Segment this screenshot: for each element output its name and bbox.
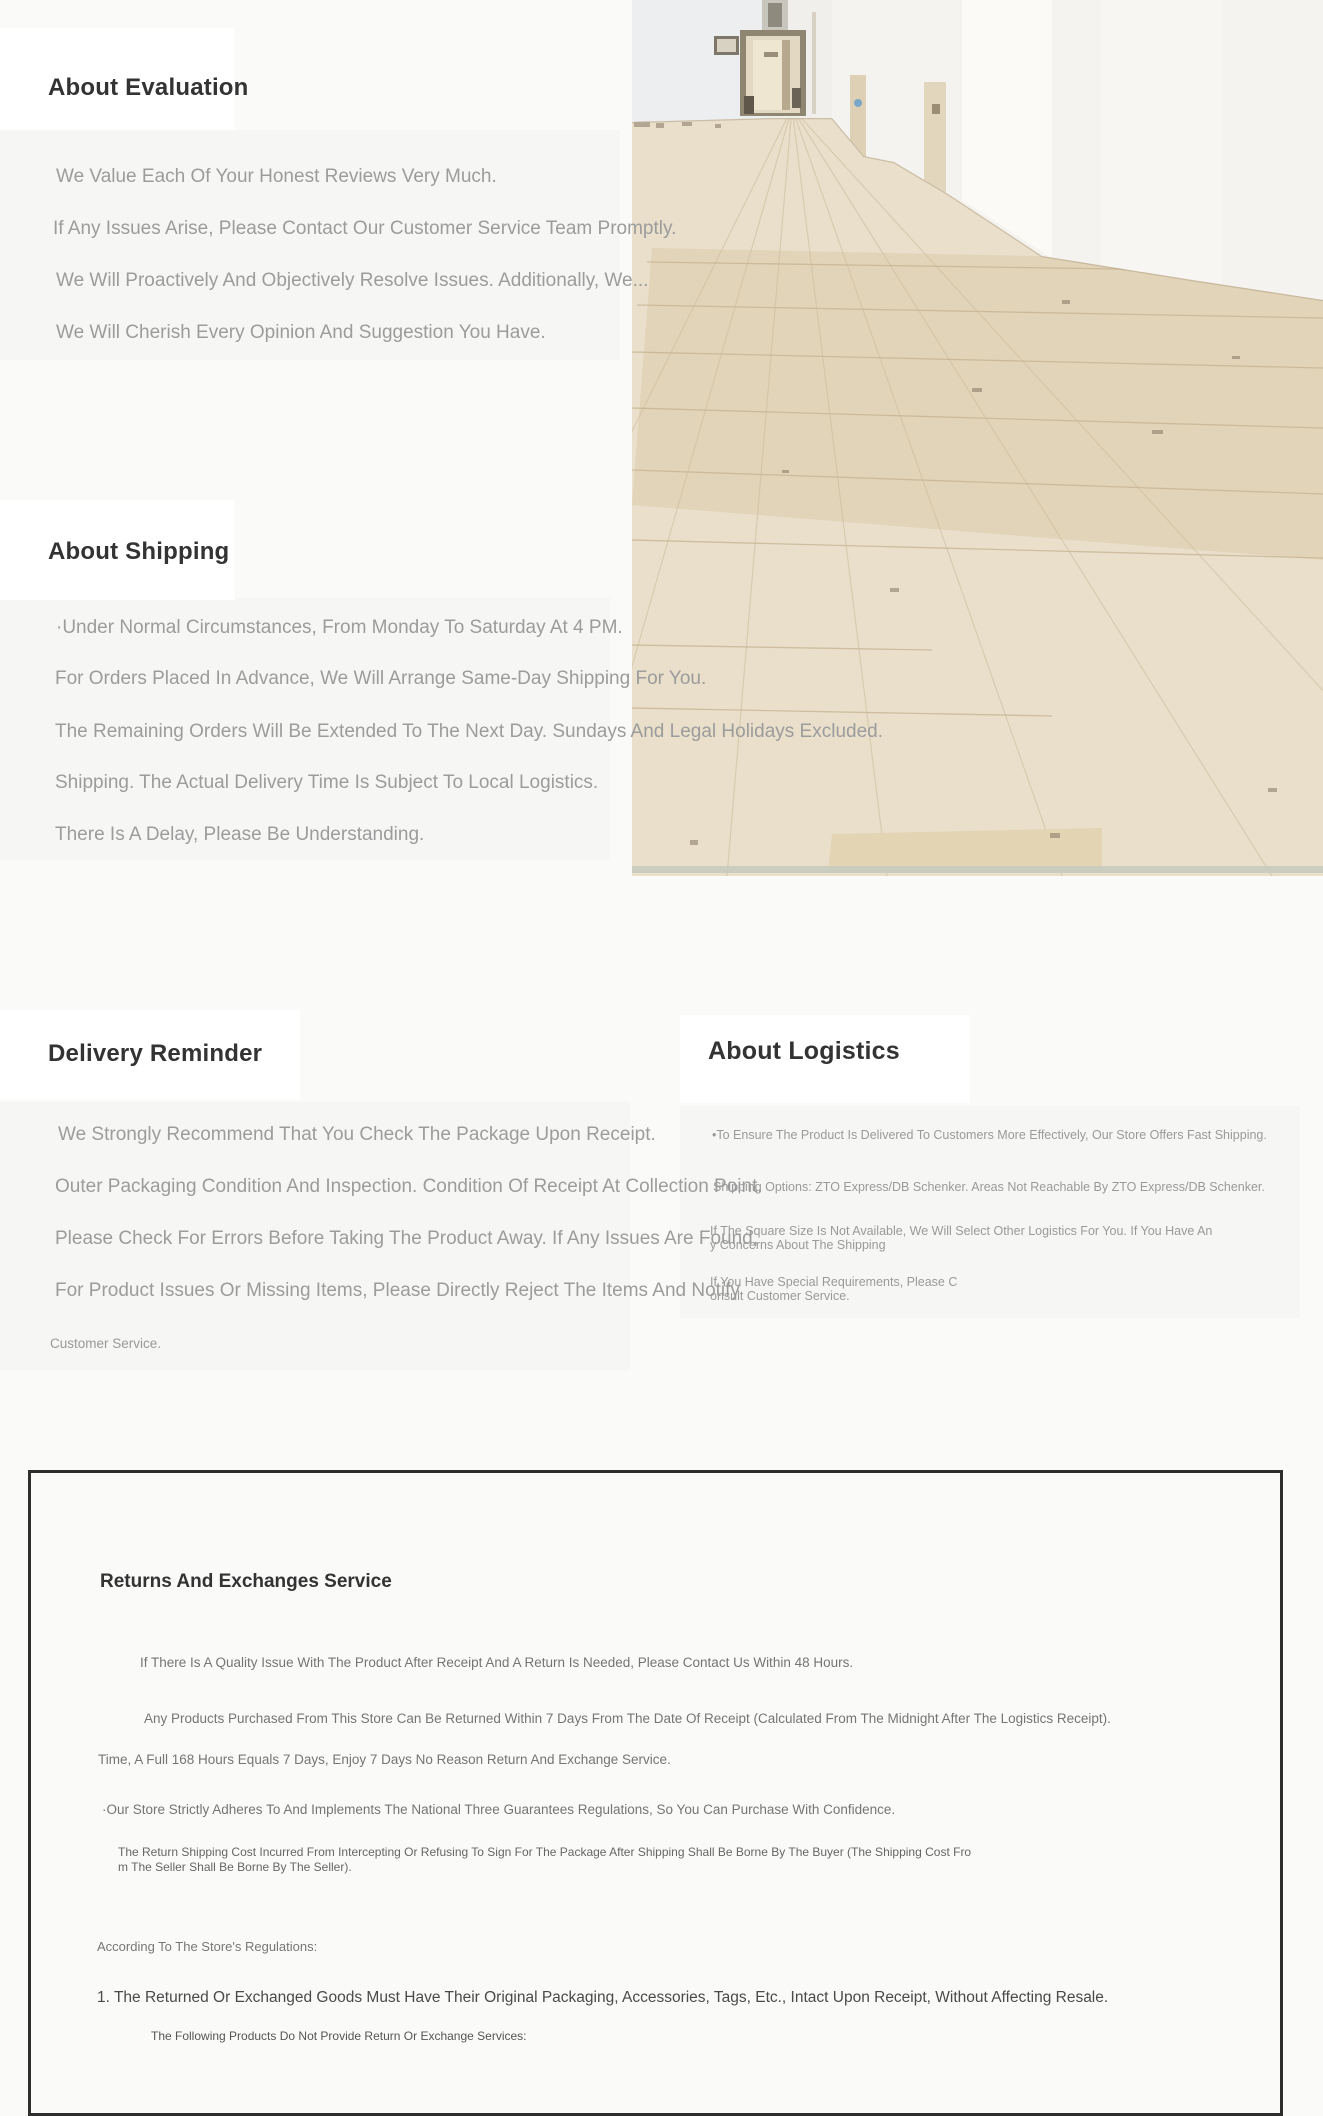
delivery-line: Please Check For Errors Before Taking The Product Away. If Any Issues Are Found, [55, 1228, 758, 1249]
shipping-heading: About Shipping [48, 538, 230, 565]
returns-heading: Returns And Exchanges Service [100, 1571, 392, 1592]
shipping-line: There Is A Delay, Please Be Understanding. [55, 824, 425, 845]
returns-line-5b: m The Seller Shall Be Borne By The Seller). [118, 1860, 352, 1874]
returns-line-8: The Following Products Do Not Provide Return Or Exchange Services: [151, 2029, 527, 2043]
right-wall-pillar-2 [1102, 0, 1222, 284]
evaluation-line: We Will Cherish Every Opinion And Suggestion You Have. [56, 322, 546, 343]
elevator-panel [764, 52, 778, 57]
shipping-line: The Remaining Orders Will Be Extended To The Next Day. Sundays And Legal Holidays Excluded. [55, 721, 883, 742]
shipping-line: Shipping. The Actual Delivery Time Is Subject To Local Logistics. [55, 772, 599, 793]
delivery-line: Outer Packaging Condition And Inspection. Condition Of Receipt At Collection Point. [55, 1176, 763, 1197]
photo-bottom-edge [632, 866, 1323, 873]
logistics-line: •To Ensure The Product Is Delivered To Customers More Effectively, Our Store Offers Fast Shipping. [712, 1128, 1267, 1142]
returns-line-6: According To The Store's Regulations: [97, 1939, 318, 1954]
wall-fixture-core [768, 3, 782, 27]
hallway-photo [632, 0, 1323, 876]
logistics-line: y Concerns About The Shipping [710, 1238, 886, 1252]
evaluation-line: If Any Issues Arise, Please Contact Our Customer Service Team Promptly. [53, 218, 677, 239]
shipping-line: For Orders Placed In Advance, We Will Arrange Same-Day Shipping For You. [55, 668, 707, 689]
returns-line-4: ·Our Store Strictly Adheres To And Implements The National Three Guarantees Regulations, So You Can Purchase With Confidence. [102, 1802, 896, 1817]
returns-box [28, 1470, 1283, 2116]
evaluation-line: We Value Each Of Your Honest Reviews Very Much. [56, 166, 497, 187]
returns-line-5a: The Return Shipping Cost Incurred From Intercepting Or Refusing To Sign For The Package After Shipping Shall Be Borne By The Buyer (The Shipping Cost Fro [118, 1845, 972, 1859]
elevator-door [753, 40, 787, 110]
evaluation-heading: About Evaluation [48, 74, 249, 101]
door-smudge-2 [792, 88, 801, 108]
panel-blue-dot [854, 99, 862, 107]
door-smudge [744, 96, 754, 114]
elevator-door-shadow [782, 40, 790, 110]
panel-mark [932, 104, 940, 114]
logistics-line: Shipping Options: ZTO Express/DB Schenker. Areas Not Reachable By ZTO Express/DB Schenker. [713, 1180, 1265, 1194]
returns-line-7: 1. The Returned Or Exchanged Goods Must Have Their Original Packaging, Accessories, Tags, Etc., Intact Upon Receipt, Without Affecting Resale. [97, 1989, 1109, 2006]
logistics-heading: About Logistics [708, 1037, 900, 1065]
shipping-line: ·Under Normal Circumstances, From Monday To Saturday At 4 PM. [56, 617, 623, 638]
returns-line-3: Time, A Full 168 Hours Equals 7 Days, Enjoy 7 Days No Reason Return And Exchange Service. [98, 1752, 671, 1767]
wall-sign-face [717, 39, 736, 52]
returns-line-1: If There Is A Quality Issue With The Product After Receipt And A Return Is Needed, Please Contact Us Within 48 Hours. [140, 1655, 854, 1670]
logistics-line: onsult Customer Service. [710, 1289, 850, 1303]
floor-strip [828, 828, 1102, 872]
returns-line-2: Any Products Purchased From This Store Can Be Returned Within 7 Days From The Date Of Receipt (Calculated From The Midnight After The Logistics Receipt). [144, 1711, 1111, 1726]
wall-panel-2 [924, 82, 946, 192]
delivery-footnote: Customer Service. [50, 1336, 162, 1351]
delivery-line: We Strongly Recommend That You Check The Package Upon Receipt. [58, 1124, 656, 1145]
delivery-heading: Delivery Reminder [48, 1040, 263, 1067]
evaluation-line: We Will Proactively And Objectively Resolve Issues. Additionally, We... [56, 270, 649, 291]
wall-corner-line [812, 12, 816, 114]
logistics-line: If You Have Special Requirements, Please C [710, 1275, 958, 1289]
logistics-line: If The Square Size Is Not Available, We Will Select Other Logistics For You. If You Have An [710, 1224, 1213, 1238]
delivery-line: For Product Issues Or Missing Items, Please Directly Reject The Items And Notify [55, 1280, 740, 1301]
